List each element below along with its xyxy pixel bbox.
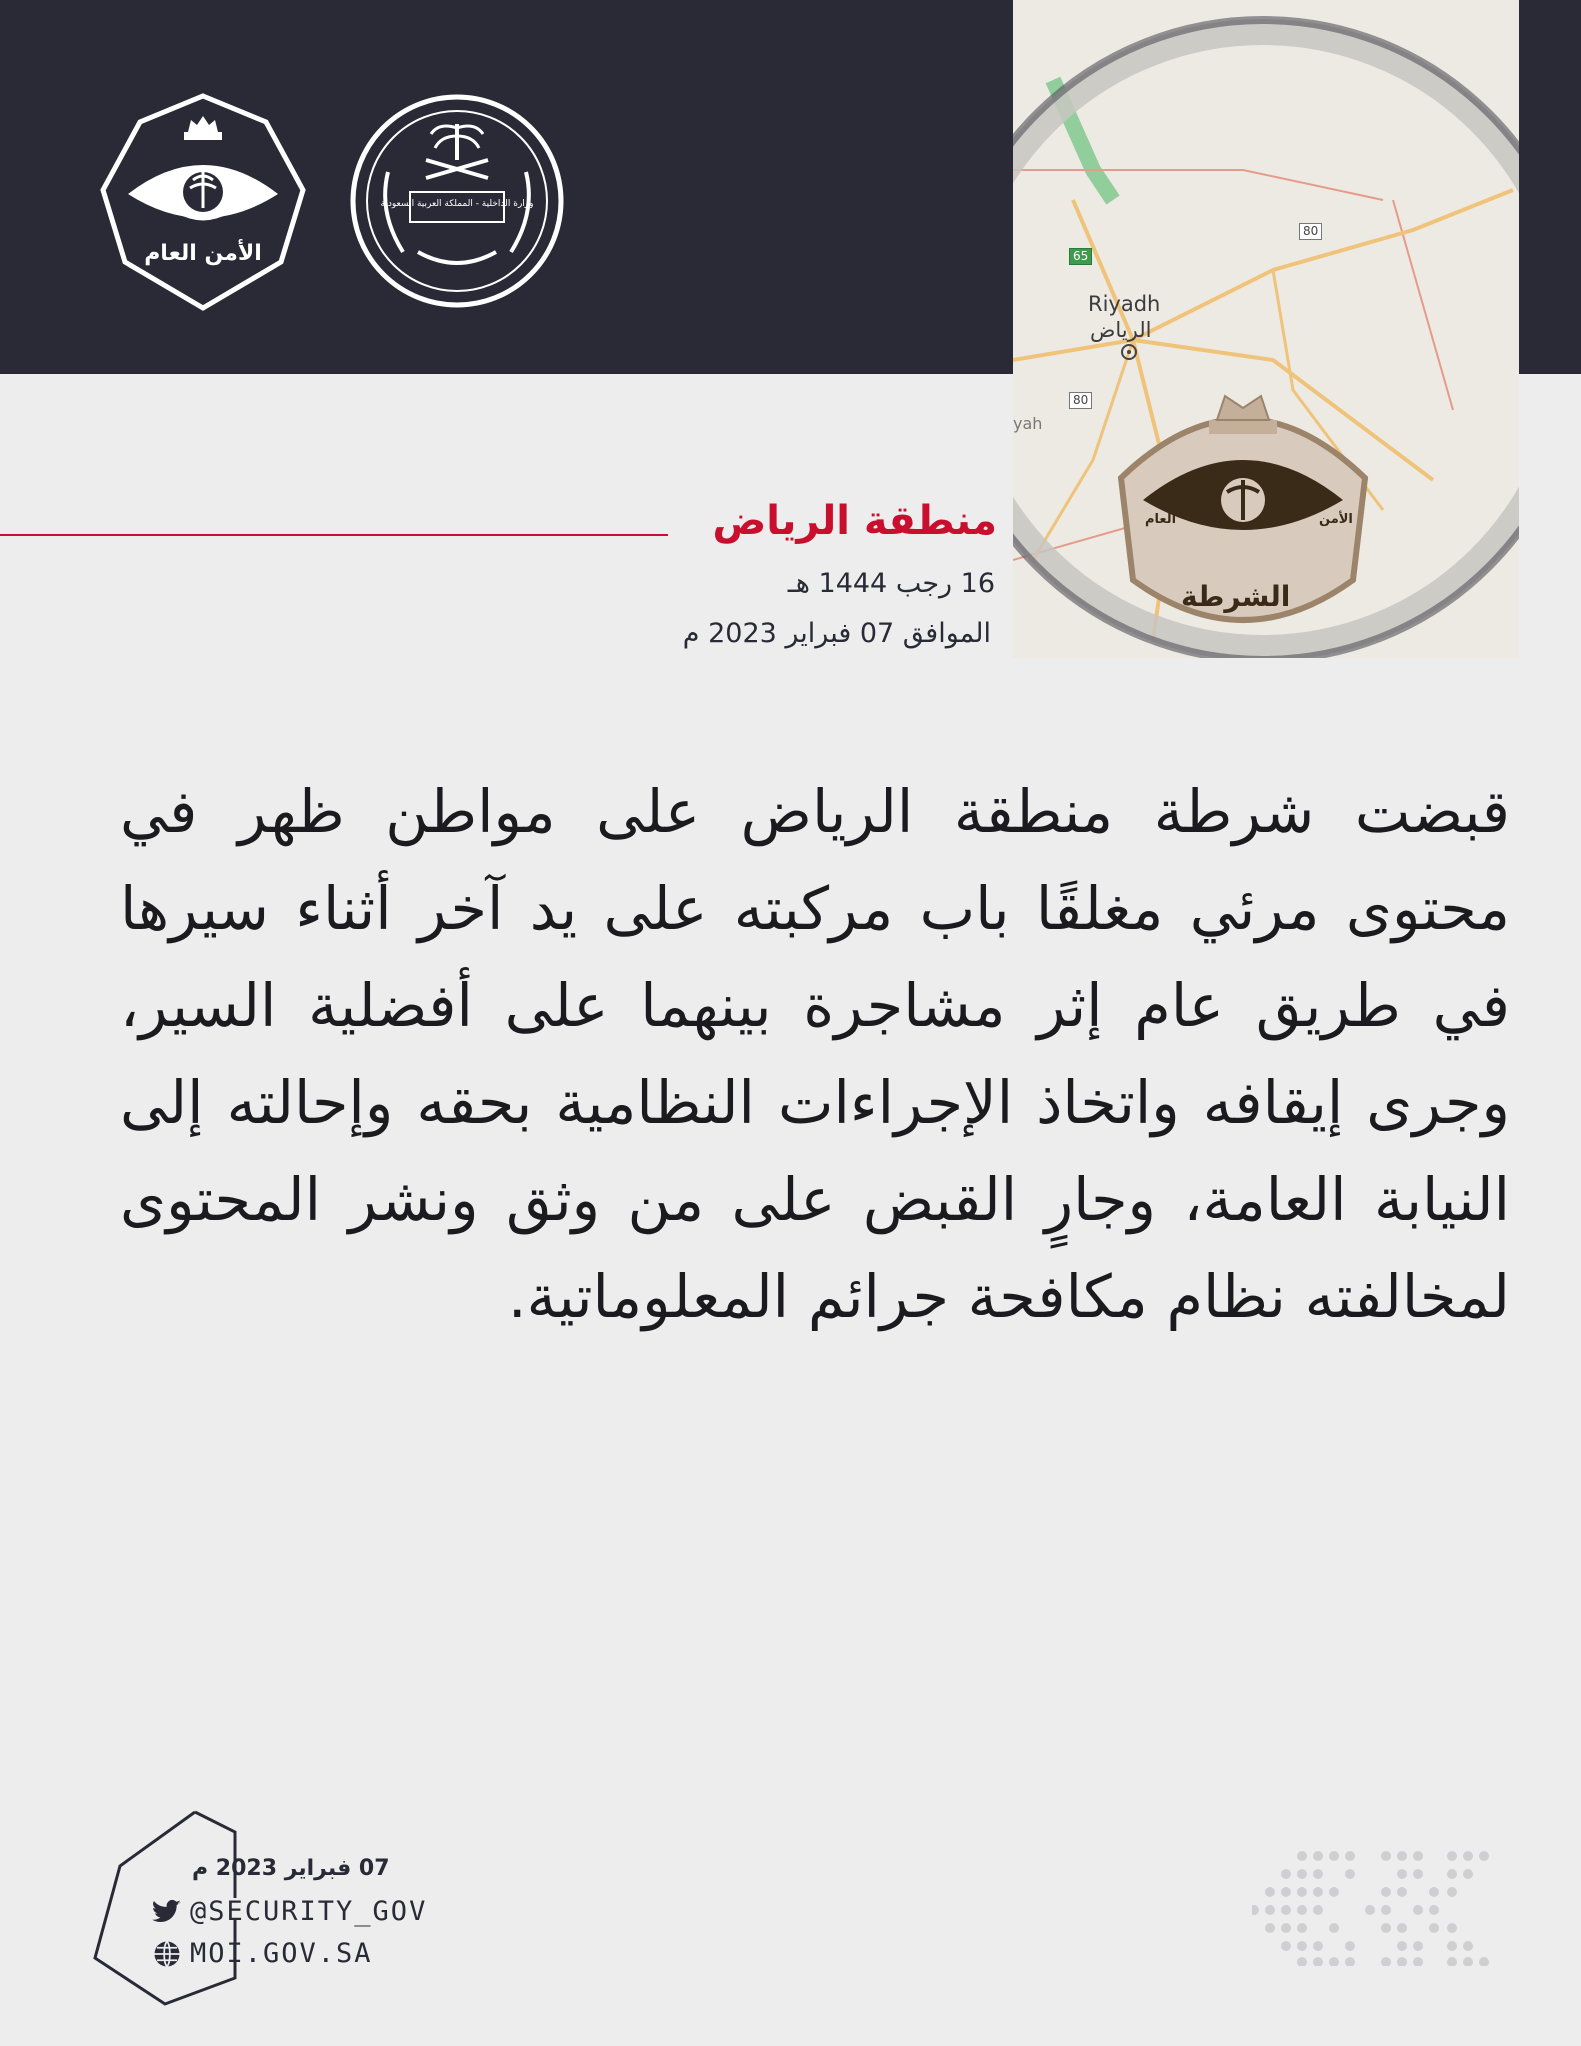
twitter-icon xyxy=(152,1897,182,1927)
map-partial-label: yah xyxy=(1013,414,1043,433)
ministry-logo-text: وزارة الداخلية - المملكة العربية السعودية xyxy=(380,199,534,209)
footer-twitter[interactable] xyxy=(152,1896,427,1927)
police-shield-right-text: الأمن xyxy=(1319,512,1353,527)
twitter-handle: @SECURITY_GOV xyxy=(190,1896,428,1927)
map-illustration xyxy=(1013,0,1519,658)
statement-body: قبضت شرطة منطقة الرياض على مواطن ظهر في محتوى مرئي مغلقًا باب مركبته على يد آخر أثناء سيرها في طريق عام إثر مشاجرة بينهما على أفضلية السير، وجرى إيقافه واتخاذ الإجراءات النظامية بحقه وإحالته إلى النيابة العامة، وجارٍ القبض على من وثق ونشر المحتوى لمخالفته نظام مكافحة جرائم المعلوماتية. xyxy=(120,777,1510,1331)
region-title: منطقة الرياض xyxy=(712,498,997,544)
police-shield-left-text: العام xyxy=(1145,512,1177,527)
region-divider-line xyxy=(0,534,668,536)
decorative-dot-pattern xyxy=(1252,1850,1492,1966)
ministry-emblem-logo xyxy=(348,92,566,310)
hijri-date: 16 رجب 1444 هـ xyxy=(787,568,995,599)
map-city-ar-label: الرياض xyxy=(1090,318,1152,342)
police-shield-text: الشرطة xyxy=(1181,580,1291,613)
riyadh-map-photo xyxy=(1013,0,1519,658)
map-city-en-label: Riyadh xyxy=(1088,292,1161,316)
gregorian-date: الموافق 07 فبراير 2023 م xyxy=(682,618,991,649)
globe-icon xyxy=(152,1939,182,1969)
security-logo-text: الأمن العام xyxy=(144,241,262,266)
public-security-logo xyxy=(98,92,308,312)
footer-website[interactable] xyxy=(152,1938,373,1969)
footer-date: 07 فبراير 2023 م xyxy=(192,1856,390,1881)
website-url: MOI.GOV.SA xyxy=(190,1938,373,1969)
road-sign-65: 65 xyxy=(1069,248,1092,265)
road-sign-80-mid: 80 xyxy=(1069,392,1092,409)
road-sign-80-top: 80 xyxy=(1299,223,1322,240)
